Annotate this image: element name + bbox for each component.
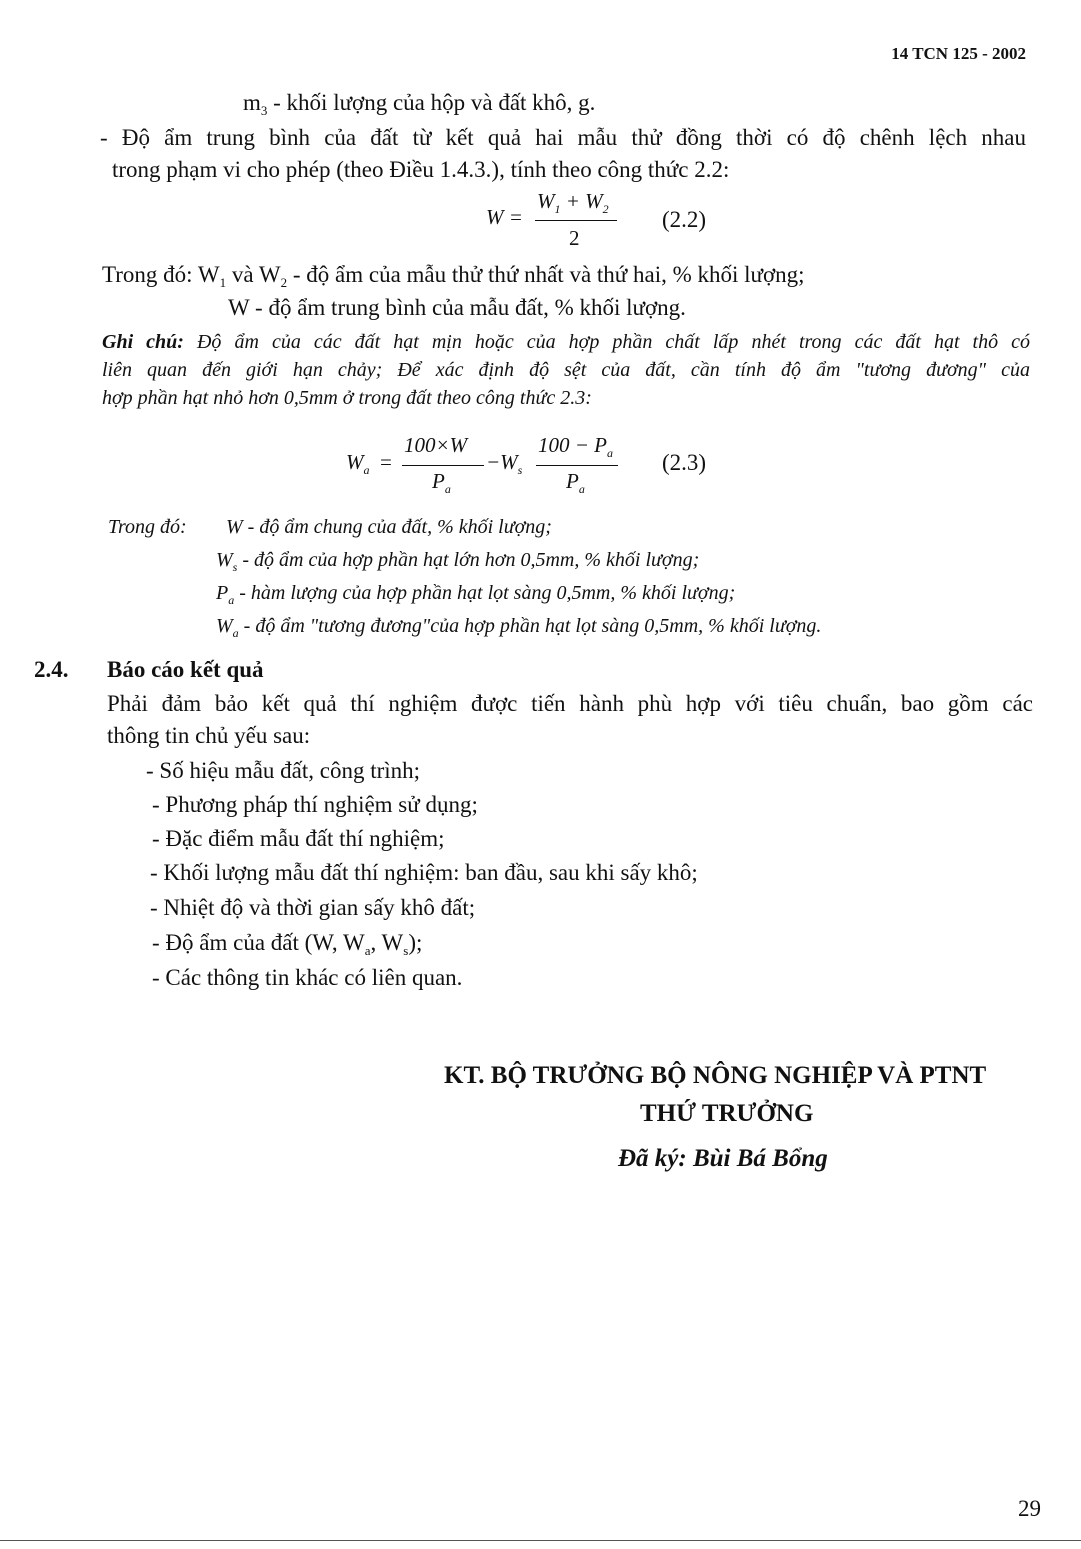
numerator-sub1: 1 xyxy=(554,202,561,216)
avg-paragraph-line2: trong phạm vi cho phép (theo Điều 1.4.3.), tính theo công thức 2.2: xyxy=(112,157,730,182)
note-text-1: Độ ẩm của các đất hạt mịn hoặc của hợp phần chất lấp nhét trong các đất hạt thô có xyxy=(183,331,1031,353)
formula-2-3-bar1 xyxy=(402,465,484,466)
def4-text: - độ ẩm "tương đương"của hợp phần hạt lọt sàng 0,5mm, % khối lượng. xyxy=(238,615,822,637)
section-2-4-title: Báo cáo kết quả xyxy=(107,657,264,682)
den2-sub: a xyxy=(578,482,585,496)
def4-sym: W xyxy=(216,615,233,637)
numerator-plus: + W xyxy=(560,189,603,213)
item6-pre: - Độ ẩm của đất (W, W xyxy=(152,930,365,955)
m3-definition xyxy=(243,88,595,126)
list-item: - Phương pháp thí nghiệm sử dụng; xyxy=(152,792,478,817)
where-sub2: 2 xyxy=(280,275,288,290)
note-line2: liên quan đến giới hạn chảy; Để xác định độ sệt của đất, cần tính độ ẩm "tương đương" của xyxy=(102,359,1030,381)
section-2-4-number: 2.4. xyxy=(34,657,69,682)
list-item: - Đặc điểm mẫu đất thí nghiệm; xyxy=(152,826,445,851)
where-rest: - độ ẩm của mẫu thử thứ nhất và thứ hai, % khối lượng; xyxy=(287,262,805,287)
formula-2-3-minus xyxy=(486,450,522,478)
item6-sub2: s xyxy=(403,943,409,958)
where-mid: và W xyxy=(226,262,281,287)
where-2-2-line2: W - độ ẩm trung bình của mẫu đất, % khối lượng. xyxy=(228,295,686,320)
formula-2-2-number: (2.2) xyxy=(662,207,707,232)
section-2-4-intro-line2: thông tin chủ yếu sau: xyxy=(107,723,311,748)
formula-2-2-lhs: W = xyxy=(486,205,523,229)
item6-mid: , W xyxy=(370,930,404,955)
minus-ws: −W xyxy=(486,450,518,474)
where-2-3-def1: W - độ ẩm chung của đất, % khối lượng; xyxy=(226,516,552,538)
m3-subscript: 3 xyxy=(260,103,268,118)
item6-post: ); xyxy=(408,930,423,955)
signature-signer: Đã ký: Bùi Bá Bổng xyxy=(618,1145,828,1172)
list-item xyxy=(152,928,422,966)
formula-2-3-den1 xyxy=(432,469,451,497)
m3-text: - khối lượng của hộp và đất khô, g. xyxy=(267,90,596,115)
formula-2-3-num2 xyxy=(538,433,613,461)
note-line3: hợp phần hạt nhỏ hơn 0,5mm ở trong đất theo công thức 2.3: xyxy=(102,387,592,409)
formula-2-3-den2 xyxy=(566,469,585,497)
formula-2-3-num1: 100×W xyxy=(404,433,468,457)
list-item: - Khối lượng mẫu đất thí nghiệm: ban đầu, sau khi sấy khô; xyxy=(150,860,698,885)
def2-sub: s xyxy=(232,560,238,574)
section-2-4-intro-line1: Phải đảm bảo kết quả thí nghiệm được tiến hành phù hợp với tiêu chuẩn, bao gồm các xyxy=(107,691,1033,716)
signature-position: THỨ TRƯỞNG xyxy=(640,1100,814,1127)
where-sub1: 1 xyxy=(219,275,227,290)
where-2-3-lead: Trong đó: xyxy=(108,516,187,538)
list-item: - Số hiệu mẫu đất, công trình; xyxy=(146,758,421,783)
m3-symbol: m xyxy=(243,90,261,115)
def3-sym: P xyxy=(216,582,229,604)
page-number: 29 xyxy=(1018,1496,1041,1521)
signature-title: KT. BỘ TRƯỞNG BỘ NÔNG NGHIỆP VÀ PTNT xyxy=(444,1062,987,1089)
num2-text: 100 − P xyxy=(538,433,607,457)
den1-p: P xyxy=(432,469,445,493)
note-line1 xyxy=(102,327,1030,357)
where-2-3-def2 xyxy=(216,545,699,582)
numerator-sub2: 2 xyxy=(602,202,609,216)
def2-text: - độ ẩm của hợp phần hạt lớn hơn 0,5mm, % khối lượng; xyxy=(237,549,700,571)
def4-sub: a xyxy=(232,626,239,640)
list-item: - Nhiệt độ và thời gian sấy khô đất; xyxy=(150,895,476,920)
minus-sub: s xyxy=(517,463,523,477)
formula-2-2-numerator xyxy=(537,189,609,217)
where-2-3-def3 xyxy=(216,578,735,615)
document-code: 14 TCN 125 - 2002 xyxy=(891,44,1026,63)
formula-2-3-bar2 xyxy=(536,465,618,466)
formula-2-3-equals: = xyxy=(380,450,392,474)
lhs-w: W xyxy=(346,450,364,474)
den1-sub: a xyxy=(444,482,451,496)
def3-text: - hàm lượng của hợp phần hạt lọt sàng 0,5mm, % khối lượng; xyxy=(234,582,736,604)
num2-sub: a xyxy=(607,446,613,460)
def3-sub: a xyxy=(228,593,235,607)
formula-2-3-number: (2.3) xyxy=(662,450,707,475)
formula-2-3-lhs xyxy=(346,450,370,478)
formula-2-2-fraction-bar xyxy=(535,220,617,221)
def2-sym: W xyxy=(216,549,233,571)
where-2-3-def4 xyxy=(216,611,821,648)
bottom-scan-edge xyxy=(0,1540,1081,1541)
formula-2-2-denominator: 2 xyxy=(569,226,580,250)
note-label: Ghi chú: xyxy=(102,331,184,353)
den2-p: P xyxy=(566,469,579,493)
list-item: - Các thông tin khác có liên quan. xyxy=(152,965,463,990)
where-prefix: Trong đó: W xyxy=(102,262,220,287)
lhs-sub: a xyxy=(363,463,370,477)
item6-sub1: a xyxy=(364,943,371,958)
numerator-w1: W xyxy=(537,189,555,213)
avg-paragraph-line1: - Độ ẩm trung bình của đất từ kết quả hai mẫu thử đồng thời có độ chênh lệch nhau xyxy=(100,125,1026,150)
